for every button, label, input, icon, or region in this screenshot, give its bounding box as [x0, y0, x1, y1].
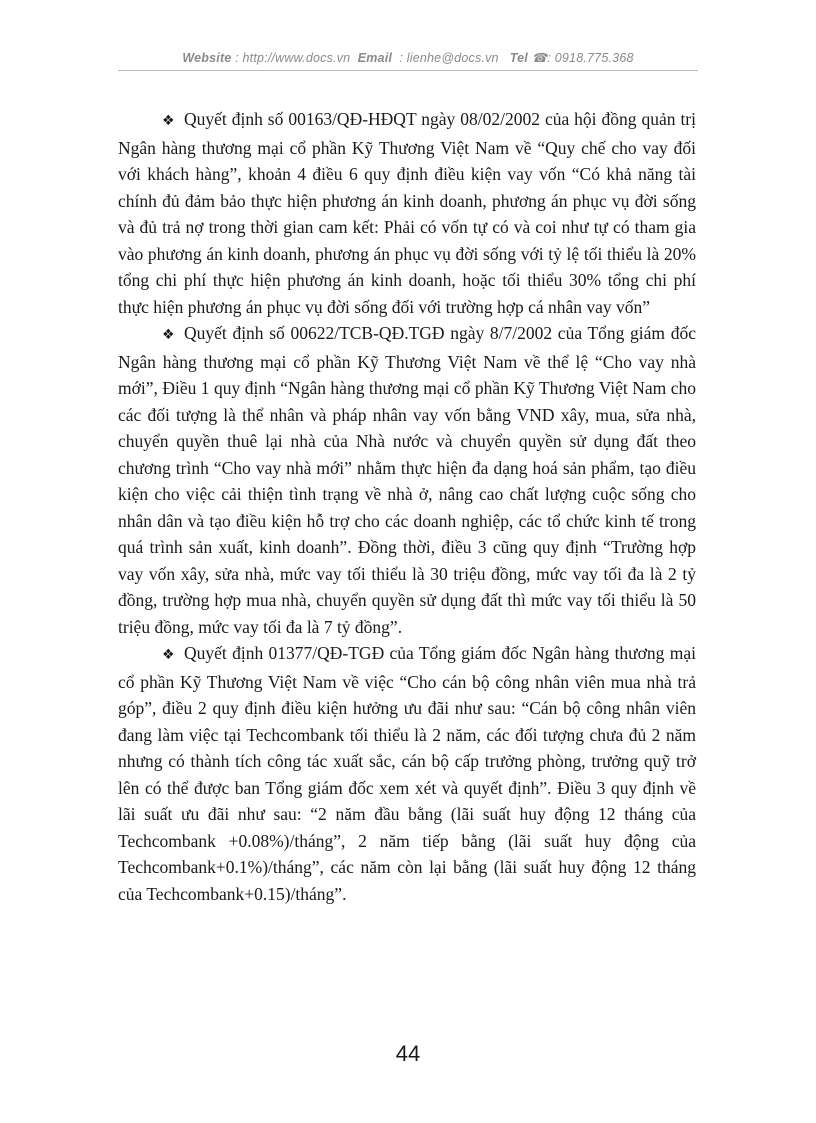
website-label: Website — [182, 51, 232, 65]
paragraph-3 — [118, 640, 696, 907]
four-diamond-bullet-icon: ❖ — [162, 647, 175, 663]
paragraph-1 — [118, 106, 696, 320]
website-value: : http://www.docs.vn — [235, 51, 351, 65]
page-header — [118, 50, 698, 65]
tel-label: Tel — [509, 51, 528, 65]
paragraph-text: Quyết định số 00163/QĐ-HĐQT ngày 08/02/2002 của hội đồng quản trị Ngân hàng thương mại cổ phần Kỹ Thương Việt Nam về “Quy chế cho vay đối với khách hàng”, khoản 4 điều 6 quy định điều kiện vay vốn “Có khả năng tài chính đủ đảm bảo thực hiện phương án kinh doanh, phương án phục vụ đời sống và đủ trả nợ trong thời gian cam kết: Phải có vốn tự có và coi như tự có tham gia vào phương án kinh doanh, phương án phục vụ đời sống với tỷ lệ tối thiểu là 20% tổng chi phí thực hiện phương án kinh doanh, hoặc tối thiểu 30% tổng chi phí thực hiện phương án phục vụ đời sống đối với trường hợp cá nhân vay vốn” — [118, 109, 696, 317]
paragraph-2 — [118, 320, 696, 640]
four-diamond-bullet-icon: ❖ — [162, 113, 175, 129]
paragraph-text: Quyết định số 00622/TCB-QĐ.TGĐ ngày 8/7/2002 của Tổng giám đốc Ngân hàng thương mại cổ phần Kỹ Thương Việt Nam về thể lệ “Cho vay nhà mới”, Điều 1 quy định “Ngân hàng thương mại cổ phần Kỹ Thương Việt Nam cho các đối tượng là thể nhân và pháp nhân vay vốn bằng VND xây, mua, sửa nhà, chuyển quyền thuê lại nhà của Nhà nước và chuyển quyền sử dụng đất theo chương trình “Cho vay nhà mới” nhằm thực hiện đa dạng hoá sản phẩm, tạo điều kiện cho việc cải thiện tình trạng về nhà ở, nâng cao chất lượng cuộc sống cho nhân dân và tạo điều kiện hỗ trợ cho các doanh nghiệp, các tổ chức kinh tế trong quá trình sản xuất, kinh doanh”. Đồng thời, điều 3 cũng quy định “Trường hợp vay vốn xây, sửa nhà, mức vay tối thiểu là 30 triệu đồng, mức vay tối đa là 2 tỷ đồng, trường hợp mua nhà, chuyển quyền sử dụng đất thì mức vay tối thiểu là 50 triệu đồng, mức vay tối đa là 7 tỷ đồng”. — [118, 323, 696, 637]
header-divider — [118, 70, 698, 71]
tel-value: : 0918.775.368 — [547, 51, 634, 65]
page-number: 44 — [395, 1041, 421, 1066]
four-diamond-bullet-icon: ❖ — [162, 327, 175, 343]
phone-icon: ☎ — [531, 51, 548, 65]
paragraph-text: Quyết định 01377/QĐ-TGĐ của Tổng giám đốc Ngân hàng thương mại cổ phần Kỹ Thương Việt Nam về việc “Cho cán bộ công nhân viên mua nhà trả góp”, điều 2 quy định điều kiện hưởng ưu đãi như sau: “Cán bộ công nhân viên đang làm việc tại Techcombank tối thiểu là 2 năm, các đối tượng chưa đủ 2 năm nhưng có thành tích công tác xuất sắc, cán bộ cấp trưởng phòng, trưởng quỹ trở lên có thể được ban Tổng giám đốc xem xét và quyết định”. Điều 3 quy định về lãi suất ưu đãi như sau: “2 năm đầu bằng (lãi suất huy động 12 tháng của Techcombank +0.08%)/tháng”, 2 năm tiếp bằng (lãi suất huy động của Techcombank+0.1%)/tháng”, các năm còn lại bằng (lãi suất huy động 12 tháng của Techcombank+0.15)/tháng”. — [118, 643, 696, 904]
email-value: : lienhe@docs.vn — [399, 51, 499, 65]
document-body — [118, 106, 696, 907]
email-label: Email — [357, 51, 393, 65]
